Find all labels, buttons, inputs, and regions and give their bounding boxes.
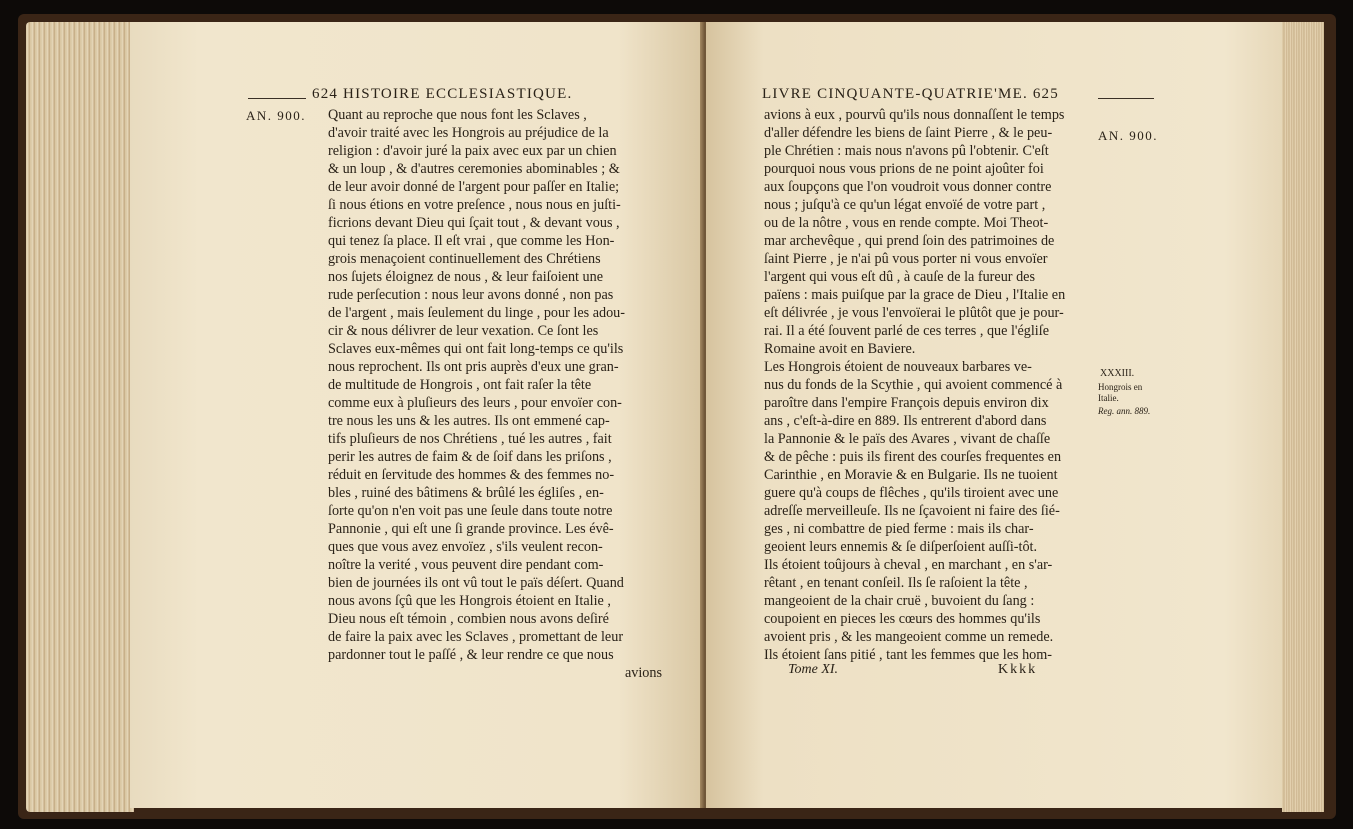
left-margin-year: AN. 900.: [246, 108, 307, 123]
text-line: noître la verité , vous peuvent dire pendant com-: [328, 557, 604, 573]
right-margin-rule: [1098, 98, 1154, 99]
text-line: pardonner tout le paſſé , & leur rendre ce que nous: [328, 647, 614, 663]
text-line: grois menaçoient continuellement des Chrétiens: [328, 251, 601, 267]
text-line: pourquoi nous vous prions de ne point ajoûter foi: [764, 161, 1044, 177]
text-line: rude perſecution : nous leur avons donné , non pas: [328, 287, 614, 303]
text-line: ficrions devant Dieu qui ſçait tout , & devant vous ,: [328, 215, 620, 231]
text-line: qui tenez ſa place. Il eſt vrai , que comme les Hon-: [328, 233, 615, 249]
text-line: bles , ruiné des bâtimens & brûlé les égliſes , en-: [328, 485, 604, 501]
text-line: tre nous les uns & les autres. Ils ont emmené cap-: [328, 413, 610, 429]
text-line: geoient leurs ennemis & ſe diſperſoient auſſi-tôt.: [764, 539, 1038, 555]
text-line: & un loup , & d'autres ceremonies abominables ; &: [328, 161, 620, 177]
sidenote-reference: Reg. ann. 889.: [1098, 406, 1151, 416]
text-line: de multitude de Hongrois , ont fait raſer la tête: [328, 377, 592, 393]
text-line: d'aller défendre les biens de ſaint Pierre , & le peu-: [764, 125, 1053, 141]
text-line: Ils étoient toûjours à cheval , en marchant , en s'ar-: [764, 557, 1053, 573]
right-running-head: LIVRE CINQUANTE-QUATRIE'ME. 625: [762, 86, 1059, 102]
left-running-head: 624 HISTOIRE ECCLESIASTIQUE.: [312, 86, 573, 102]
left-margin-rule: [248, 98, 306, 99]
text-line: avions: [624, 665, 662, 681]
text-line: de leur avoir donné de l'argent pour paſſer en Italie;: [328, 179, 620, 195]
text-line: perir les autres de faim & de ſoif dans les priſons ,: [328, 449, 612, 465]
text-line: cir & nous délivrer de leur vexation. Ce ſont les: [328, 323, 599, 339]
right-body-text: [764, 106, 1090, 664]
sidenote-title: Hongrois en Italie.: [1098, 382, 1143, 403]
text-line: Sclaves eux-mêmes qui ont fait long-temps ce qu'ils: [328, 341, 624, 357]
text-line: avoient pris , & les mangeoient comme un remede.: [764, 629, 1054, 645]
text-line: religion : d'avoir juré la paix avec eux par un chien: [328, 143, 617, 159]
text-line: Romaine avoit en Baviere.: [764, 341, 916, 357]
text-line: rai. Il a été ſouvent parlé de ces terres , que l'égliſe: [764, 323, 1049, 339]
text-line: Ils étoient ſans pitié , tant les femmes que les hom-: [764, 647, 1053, 663]
text-line: nous reprochent. Ils ont pris auprès d'eux une gran-: [328, 359, 619, 375]
text-line: adreſſe merveilleuſe. Ils ne ſçavoient ni faire des ſié-: [764, 503, 1060, 519]
text-line: d'avoir traité avec les Hongrois au préjudice de la: [328, 125, 609, 141]
left-page-edges: [26, 22, 134, 812]
text-line: ans , c'eſt-à-dire en 889. Ils entrerent d'abord dans: [764, 413, 1047, 429]
text-line: tifs pluſieurs de nos Chrétiens , tué les autres , fait: [328, 431, 612, 447]
text-line: Carinthie , en Moravie & en Bulgarie. Ils ne tuoient: [764, 467, 1058, 483]
footer-signature: Kkkk: [998, 662, 1038, 677]
text-line: aux ſoupçons que l'on voudroit vous donner contre: [764, 179, 1052, 195]
right-page-edges: [1282, 22, 1324, 812]
left-body-text: [328, 106, 662, 682]
text-line: bien de journées ils ont vû tout le païs déſert. Quand: [328, 575, 624, 591]
text-line: ſi nous étions en votre preſence , nous nous en juſti-: [328, 197, 621, 213]
left-page: [130, 22, 704, 808]
text-line: & de pêche : puis ils firent des courſes frequentes en: [764, 449, 1062, 465]
text-line: paroître dans l'empire François depuis environ dix: [764, 395, 1049, 411]
text-line: ges , ni combattre de pied ferme : mais ils char-: [764, 521, 1034, 537]
sidenote-number: XXXIII.: [1100, 368, 1135, 379]
text-line: ſaint Pierre , je n'ai pû vous porter ni vous envoïer: [764, 251, 1048, 267]
text-line: païens : mais puiſque par la grace de Dieu , l'Italie en: [764, 287, 1066, 303]
text-line: de faire la paix avec les Sclaves , promettant de leur: [328, 629, 624, 645]
text-line: mangeoient de la chair cruë , buvoient du ſang :: [764, 593, 1035, 609]
text-line: la Pannonie & le païs des Avares , vivant de chaſſe: [764, 431, 1051, 447]
text-line: ques que vous avez envoïez , s'ils veulent recon-: [328, 539, 603, 555]
text-line: mar archevêque , qui prend ſoin des patrimoines de: [764, 233, 1055, 249]
text-line: nous avons ſçû que les Hongrois étoient en Italie ,: [328, 593, 611, 609]
text-line: Dieu nous eſt témoin , combien nous avons deſiré: [328, 611, 609, 627]
text-line: nos ſujets éloignez de nous , & leur faiſoient une: [328, 269, 604, 285]
text-line: guere qu'à coups de flêches , qu'ils tiroient avec une: [764, 485, 1059, 501]
text-line: ou de la nôtre , vous en rende compte. Moi Theot-: [764, 215, 1049, 231]
text-line: l'argent qui vous eſt dû , à cauſe de la fureur des: [764, 269, 1035, 285]
text-line: eſt délivrée , je vous l'envoïerai le plûtôt que je pour-: [764, 305, 1064, 321]
text-line: réduit en ſervitude des hommes & des femmes no-: [328, 467, 615, 483]
text-line: de l'argent , mais ſeulement du linge , pour les adou-: [328, 305, 626, 321]
text-line: Quant au reproche que nous font les Sclaves ,: [328, 107, 587, 123]
text-line: nus du fonds de la Scythie , qui avoient commencé à: [764, 377, 1063, 393]
text-line: Les Hongrois étoient de nouveaux barbares ve-: [764, 359, 1032, 375]
text-line: avions à eux , pourvû qu'ils nous donnaſſent le temps: [764, 107, 1065, 123]
right-page: [706, 22, 1282, 808]
right-margin-year: AN. 900.: [1098, 128, 1159, 143]
text-line: coupoient en pieces les cœurs des hommes qu'ils: [764, 611, 1041, 627]
text-line: comme eux à pluſieurs des leurs , pour envoïer con-: [328, 395, 622, 411]
text-line: ple Chrétien : mais nous n'avons pû l'obtenir. C'eſt: [764, 143, 1049, 159]
text-line: Pannonie , qui eſt une ſi grande province. Les évê-: [328, 521, 614, 537]
text-line: nous ; juſqu'à ce qu'un légat envoïé de votre part ,: [764, 197, 1046, 213]
text-line: rêtant , en tenant conſeil. Ils ſe raſoient la tête ,: [764, 575, 1028, 591]
text-line: ſorte qu'on n'en voit pas une ſeule dans toute notre: [328, 503, 613, 519]
footer-tome: Tome XI.: [788, 662, 839, 677]
